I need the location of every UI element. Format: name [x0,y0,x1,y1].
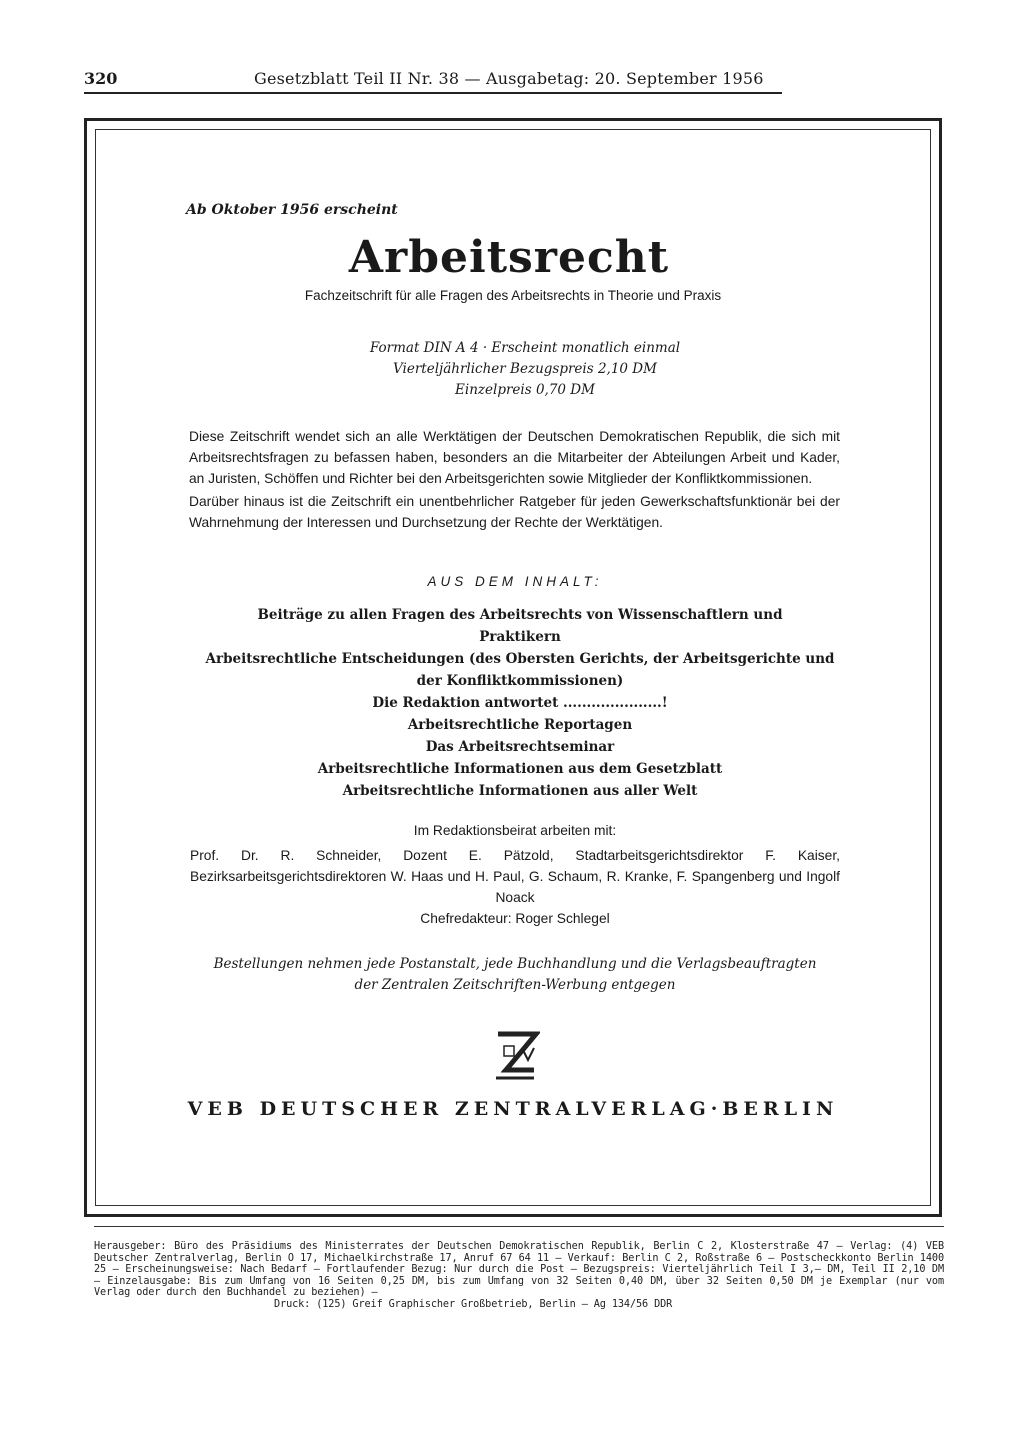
ad-kicker: Ab Oktober 1956 erscheint [186,202,398,218]
page-header [84,60,782,94]
header-title: Gesetzblatt Teil II Nr. 38 — Ausgabetag: 20. September 1956 [254,69,764,88]
chief-editor: Chefredakteur: Roger Schlegel [420,911,610,926]
contents-item: Arbeitsrechtliche Informationen aus aller Welt [342,783,698,799]
contents-heading: AUS DEM INHALT: [427,574,603,589]
contents-item: Arbeitsrechtliche Entscheidungen (des Obersten Gerichts, der Arbeitsgerichte und der Konfliktkommissionen) [205,651,835,689]
page-number: 320 [84,69,118,88]
quarterly-price-line: Vierteljährlicher Bezugspreis 2,10 DM [393,361,657,377]
contents-item: Arbeitsrechtliche Informationen aus dem Gesetzblatt [317,761,723,777]
board-intro: Im Redaktionsbeirat arbeiten mit: [413,823,617,838]
ad-subtitle: Fachzeitschrift für alle Fragen des Arbeitsrechts in Theorie und Praxis [304,288,722,303]
ad-masthead [0,232,1024,283]
contents-item: Das Arbeitsrechtseminar [425,739,615,755]
masthead-title: Arbeitsrecht [348,232,670,283]
intro-text [189,426,840,535]
publisher-name: VEB DEUTSCHER ZENTRALVERLAG·BERLIN [187,1098,839,1120]
printer-line: Druck: (125) Greif Graphischer Großbetrieb, Berlin — Ag 134/56 DDR [274,1298,673,1310]
contents-list [200,604,840,802]
format-line: Format DIN A 4 · Erscheint monatlich einmal [369,340,681,356]
order-note-line: Bestellungen nehmen jede Postanstalt, jede Buchhandlung und die Verlagsbeauftragten [213,956,817,972]
contents-item: Arbeitsrechtliche Reportagen [407,717,633,733]
order-note-line: der Zentralen Zeitschriften-Werbung entgegen [354,977,676,993]
impressum-text: Herausgeber: Büro des Präsidiums des Ministerrates der Deutschen Demokratischen Republik, Berlin C 2, Klosterstraße 47 — Verlag: (4) VEB Deutscher Zentralverlag, Berlin O 17, Michaelkirchstraße 17, Anruf 67 64 11 — Verkauf: Berlin C 2, Roßstraße 6 — Postscheckkonto Berlin 1400 25 — Erscheinungsweise: Nach Bedarf — Fortlaufender Bezug: Nur durch die Post — Bezugspreis: Vierteljährlich Teil I 3,— DM, Teil II 2,10 DM — Einzelausgabe: Bis zum Umfang von 16 Seiten 0,25 DM, bis zum Umfang von 32 Seiten 0,40 DM, über 32 Seiten 0,50 DM je Exemplar (nur vom Verlag oder durch den Buchhandel zu beziehen) — [94,1241,944,1298]
contents-item: Beiträge zu allen Fragen des Arbeitsrechts von Wissenschaftlern und Praktikern [257,607,783,645]
intro-paragraph: Darüber hinaus ist die Zeitschrift ein unentbehrlicher Ratgeber für jeden Gewerkschaftsfunktionär bei der Wahrnehmung der Interessen und Durchsetzung der Rechte der Werktätigen. [189,494,840,530]
format-info [100,338,926,401]
single-price-line: Einzelpreis 0,70 DM [455,382,595,398]
board-members: Prof. Dr. R. Schneider, Dozent E. Pätzold, Stadtarbeitsgerichtsdirektor F. Kaiser, Bezirksarbeitsgerichtsdirektoren W. Haas und H. Paul, G. Schaum, R. Kranke, F. Spangenberg und Ingolf Noack [190,848,840,905]
editorial-board [190,820,840,929]
impressum [94,1241,944,1310]
footer-divider [94,1226,944,1227]
intro-paragraph: Diese Zeitschrift wendet sich an alle Werktätigen der Deutschen Demokratischen Republik, die sich mit Arbeitsrechtsfragen zu befassen haben, besonders an die Mitarbeiter der Abteilungen Arbeit und Kader, an Juristen, Schöffen und Richter bei den Arbeitsgerichten sowie Mitglieder der Konfliktkommissionen. [189,429,840,486]
order-note [190,954,840,996]
zentralverlag-logo-icon [492,1026,540,1084]
contents-item: Die Redaktion antwortet .....................! [372,695,668,711]
